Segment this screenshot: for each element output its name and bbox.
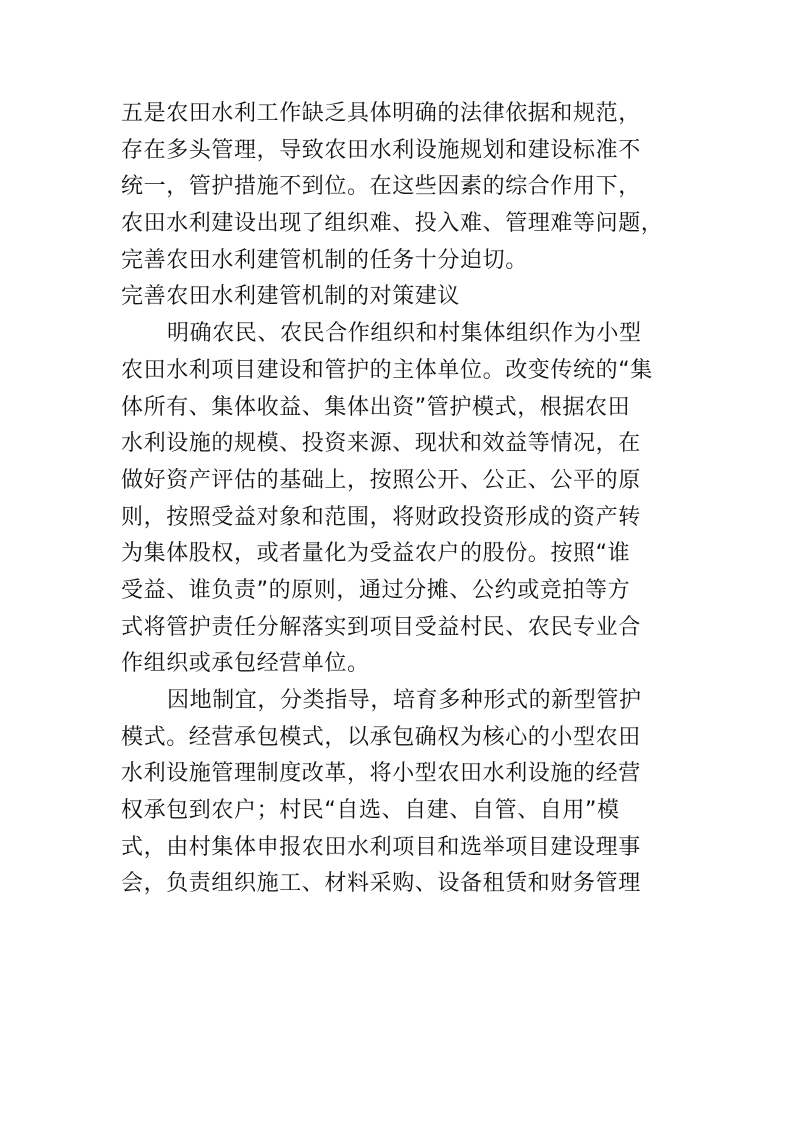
text-line: 作组织或承包经营单位。 [121,651,370,677]
paragraph-3 [121,683,681,903]
paragraph-2 [121,316,681,683]
text-line: 存在多头管理，导致农田水利设施规划和建设标准不 [121,137,641,163]
text-line: 式，由村集体申报农田水利项目和选举项目建设理事 [121,834,641,860]
text-line: 则，按照受益对象和范围，将财政投资形成的资产转 [121,504,641,530]
text-line: 因地制宜，分类指导，培育多种形式的新型管护 [167,688,642,713]
document-body [121,96,681,903]
text-line: 体所有、集体收益、集体出资”管护模式，根据农田 [121,394,631,420]
text-line: 农田水利项目建设和管护的主体单位。改变传统的“集 [121,357,653,383]
text-line: 农田水利建设出现了组织难、投入难、管理难等问题， [121,211,664,237]
paragraph-1 [121,96,681,279]
section-heading: 完善农田水利建管机制的对策建议 [121,284,461,310]
text-line: 模式。经营承包模式，以承包确权为核心的小型农田 [121,724,641,750]
text-line: 五是农田水利工作缺乏具体明确的法律依据和规范， [121,101,641,126]
text-line: 水利设施的规模、投资来源、现状和效益等情况，在 [121,431,641,457]
text-line: 式将管护责任分解落实到项目受益村民、农民专业合 [121,614,641,640]
text-line: 完善农田水利建管机制的任务十分迫切。 [121,247,528,273]
text-line: 水利设施管理制度改革，将小型农田水利设施的经营 [121,761,641,787]
text-line: 权承包到农户；村民“自选、自建、自管、自用”模 [121,798,620,824]
text-line: 为集体股权，或者量化为受益农户的股份。按照“谁 [121,541,631,567]
text-line: 受益、谁负责”的原则，通过分摊、公约或竞拍等方 [121,577,631,603]
text-line: 会，负责组织施工、材料采购、设备租赁和财务管理 [121,871,641,897]
text-line: 明确农民、农民合作组织和村集体组织作为小型 [167,321,642,347]
text-line: 统一，管护措施不到位。在这些因素的综合作用下， [121,174,641,200]
text-line: 做好资产评估的基础上，按照公开、公正、公平的原 [121,467,641,493]
